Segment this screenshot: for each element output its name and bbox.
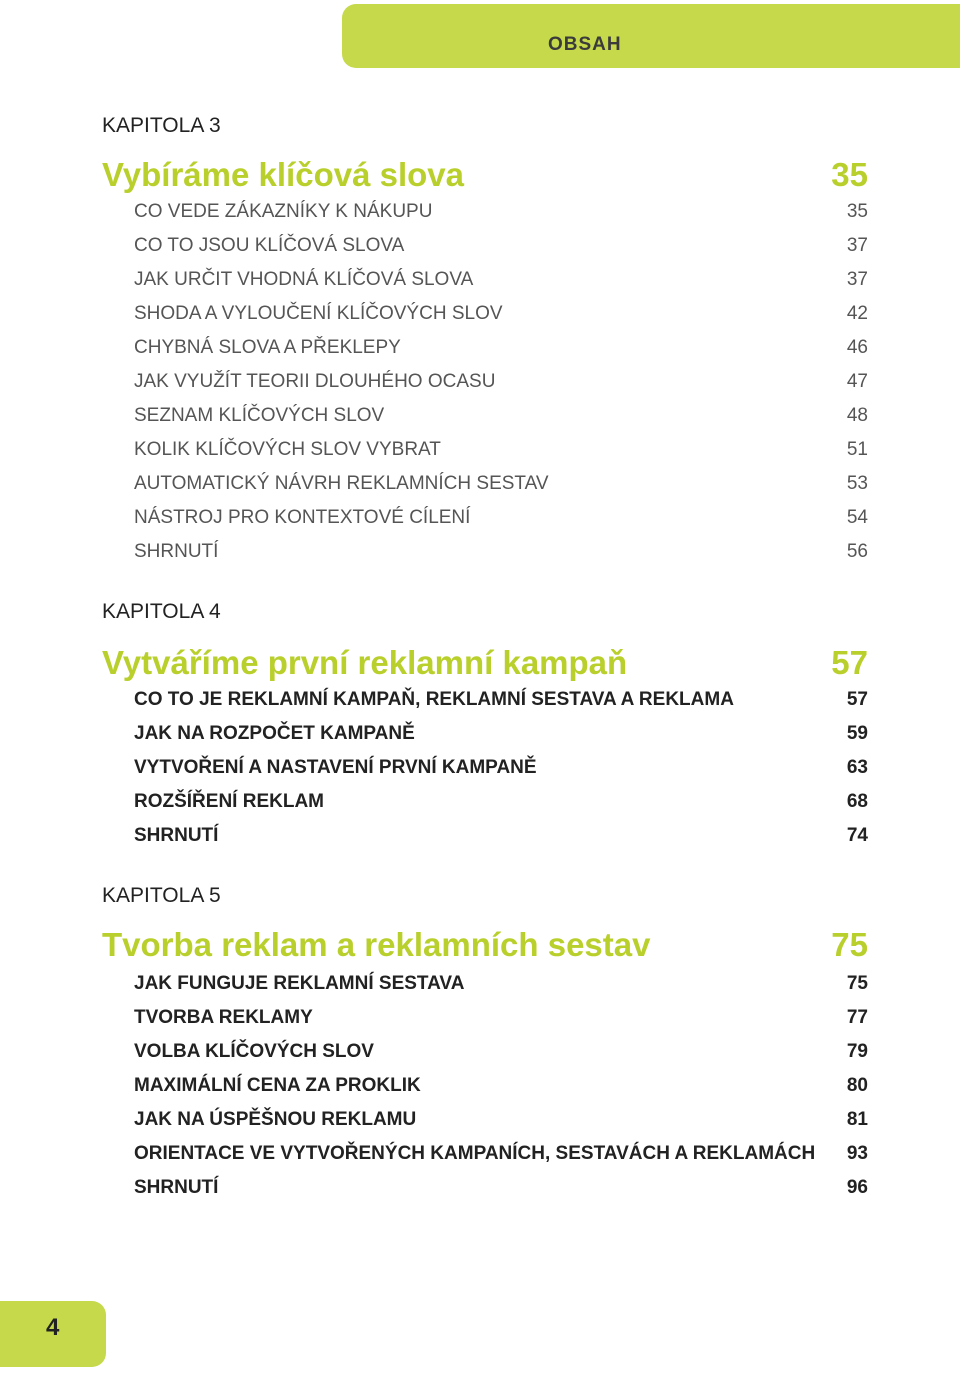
chapter-page: 35	[831, 156, 868, 193]
header-tab	[342, 4, 960, 68]
entry-page: 59	[846, 723, 868, 744]
entry-page: 80	[846, 1075, 868, 1096]
chapter-title: Vytváříme první reklamní kampaň	[102, 644, 628, 681]
entry-page: 35	[846, 201, 868, 222]
toc-entry[interactable]	[134, 688, 868, 712]
entry-title: CHYBNÁ SLOVA A PŘEKLEPY	[134, 337, 401, 358]
entry-title: SHRNUTÍ	[134, 1177, 219, 1198]
entry-page: 42	[846, 303, 868, 324]
toc-entry[interactable]	[134, 268, 868, 292]
chapter-page: 57	[831, 644, 868, 681]
page-number: 4	[46, 1314, 60, 1341]
entry-title: ROZŠÍŘENÍ REKLAM	[134, 791, 324, 812]
entry-page: 96	[846, 1177, 868, 1198]
entry-page: 57	[846, 689, 868, 710]
toc-entry[interactable]	[134, 472, 868, 496]
chapter-title: Vybíráme klíčová slova	[102, 156, 464, 193]
toc-entry[interactable]	[134, 972, 868, 996]
entry-page: 77	[846, 1007, 868, 1028]
toc-entry[interactable]	[134, 1108, 868, 1132]
entry-title: SHRNUTÍ	[134, 825, 219, 846]
entry-page: 79	[846, 1041, 868, 1062]
toc-entry[interactable]	[134, 404, 868, 428]
entry-title: JAK NA ROZPOČET KAMPANĚ	[134, 723, 415, 744]
toc-entry[interactable]	[134, 302, 868, 326]
entry-title: KOLIK KLÍČOVÝCH SLOV VYBRAT	[134, 439, 441, 460]
entry-title: ORIENTACE VE VYTVOŘENÝCH KAMPANÍCH, SESTAVÁCH A REKLAMÁCH	[134, 1143, 816, 1164]
toc-entry[interactable]	[134, 1006, 868, 1030]
chapter-title: Tvorba reklam a reklamních sestav	[102, 926, 651, 963]
chapter-title-row[interactable]	[102, 926, 868, 964]
entry-title: VOLBA KLÍČOVÝCH SLOV	[134, 1041, 374, 1062]
entry-page: 93	[846, 1143, 868, 1164]
toc-entry[interactable]	[134, 370, 868, 394]
entry-page: 48	[846, 405, 868, 426]
toc-entry[interactable]	[134, 824, 868, 848]
entry-title: SHRNUTÍ	[134, 541, 219, 562]
chapter-title-row[interactable]	[102, 644, 868, 682]
entry-page: 74	[846, 825, 868, 846]
entry-page: 63	[846, 757, 868, 778]
entry-page: 53	[846, 473, 868, 494]
entry-title: JAK URČIT VHODNÁ KLÍČOVÁ SLOVA	[134, 269, 474, 290]
toc-entry[interactable]	[134, 1074, 868, 1098]
entry-title: TVORBA REKLAMY	[134, 1007, 313, 1028]
toc-entry[interactable]	[134, 540, 868, 564]
entry-page: 37	[846, 269, 868, 290]
toc-entry[interactable]	[134, 1176, 868, 1200]
toc-entry[interactable]	[134, 1040, 868, 1064]
entry-title: JAK VYUŽÍT TEORII DLOUHÉHO OCASU	[134, 371, 496, 392]
entry-title: NÁSTROJ PRO KONTEXTOVÉ CÍLENÍ	[134, 507, 471, 528]
section-title: OBSAH	[548, 34, 622, 55]
entry-title: CO TO JSOU KLÍČOVÁ SLOVA	[134, 235, 405, 256]
entry-page: 46	[846, 337, 868, 358]
toc-entry[interactable]	[134, 506, 868, 530]
entry-title: SHODA A VYLOUČENÍ KLÍČOVÝCH SLOV	[134, 303, 503, 324]
entry-title: VYTVOŘENÍ A NASTAVENÍ PRVNÍ KAMPANĚ	[134, 757, 537, 778]
toc-entry[interactable]	[134, 234, 868, 258]
entry-page: 51	[846, 439, 868, 460]
entry-page: 37	[846, 235, 868, 256]
entry-title: CO VEDE ZÁKAZNÍKY K NÁKUPU	[134, 201, 433, 222]
entry-title: JAK FUNGUJE REKLAMNÍ SESTAVA	[134, 973, 465, 994]
entry-page: 54	[846, 507, 868, 528]
entry-title: JAK NA ÚSPĚŠNOU REKLAMU	[134, 1109, 417, 1130]
entry-title: MAXIMÁLNÍ CENA ZA PROKLIK	[134, 1075, 421, 1096]
toc-entry[interactable]	[134, 200, 868, 224]
entry-page: 81	[846, 1109, 868, 1130]
toc-entry[interactable]	[134, 1142, 868, 1166]
entry-page: 56	[846, 541, 868, 562]
toc-entry[interactable]	[134, 722, 868, 746]
toc-entry[interactable]	[134, 756, 868, 780]
toc-entry[interactable]	[134, 336, 868, 360]
chapter-label: KAPITOLA 5	[102, 884, 221, 907]
entry-title: AUTOMATICKÝ NÁVRH REKLAMNÍCH SESTAV	[134, 473, 549, 494]
entry-title: SEZNAM KLÍČOVÝCH SLOV	[134, 405, 385, 426]
entry-page: 47	[846, 371, 868, 392]
entry-title: CO TO JE REKLAMNÍ KAMPAŇ, REKLAMNÍ SESTAVA A REKLAMA	[134, 689, 734, 710]
entry-page: 68	[846, 791, 868, 812]
chapter-label: KAPITOLA 3	[102, 114, 221, 137]
chapter-title-row[interactable]	[102, 156, 868, 194]
chapter-label: KAPITOLA 4	[102, 600, 221, 623]
entry-page: 75	[846, 973, 868, 994]
chapter-page: 75	[831, 926, 868, 963]
toc-entry[interactable]	[134, 790, 868, 814]
toc-entry[interactable]	[134, 438, 868, 462]
